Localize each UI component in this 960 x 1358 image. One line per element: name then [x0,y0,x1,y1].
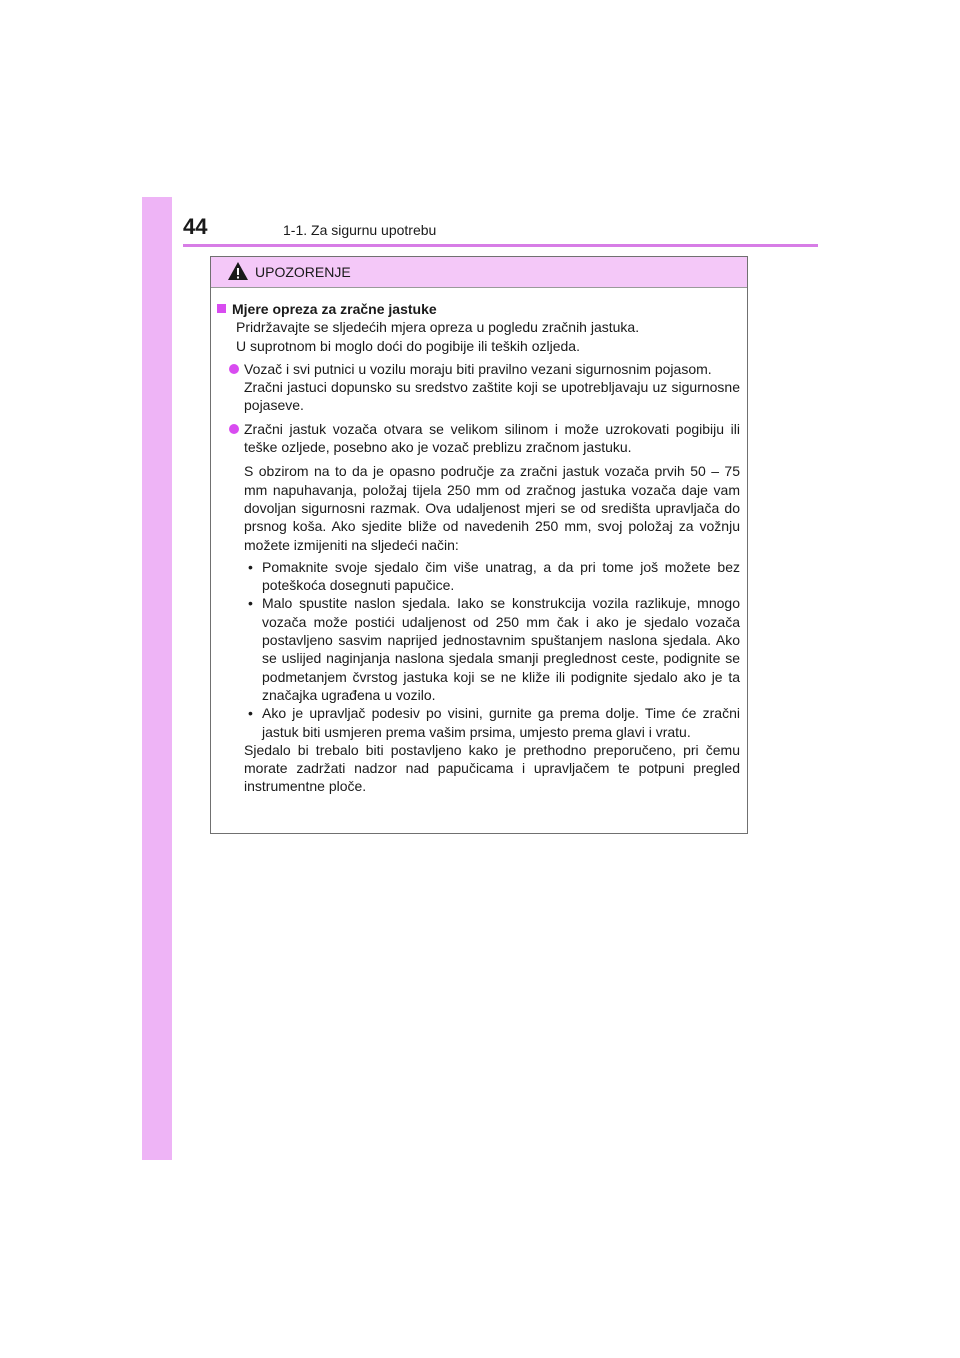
sub-list-text: Malo spustite naslon sjedala. Iako se konstrukcija vozila razlikuje, mnogo vozača može postići udaljenost od 250 mm čak i ako je sjedalo vozača postavljeno sasvim naprijed jednostavnim spuštanjem naslona sjedala. Ako se uslijed naginjanja naslona sjedala smanji preglednost ceste, podignite se podmetanjem čvrstog jastuka koji se ne kliže ili podignite sjedalo ako je ta značajka ugrađena u vozilo. [262,595,740,703]
detail-paragraph: S obzirom na to da je opasno područje za zračni jastuk vozača prvih 50 – 75 mm napuhavanja, položaj tijela 250 mm od zračnog jastuka vozača daje vam dovoljan sigurnosni razmak. Ova udaljenost mjeri se od središta upravljača do prsnog koša. Ako sjedite bliže od navedenih 250 mm, svoj položaj za vožnju možete izmijeniti na sljedeći način: [244,463,740,553]
lead-line: U suprotnom bi moglo doći do pogibije ili teških ozljeda. [236,337,580,354]
sub-list-text: Pomaknite svoje sjedalo čim više unatrag, a da pri tome još možete bez poteškoća dosegnuti papučice. [262,558,740,594]
list-item-text: Zračni jastuci dopunsko su sredstvo zaštite koji se upotrebljavaju uz sigurnosne pojaseve. [244,379,740,414]
list-item [216,420,740,457]
warning-triangle-icon [227,261,249,281]
sub-list-marker: • [248,595,253,612]
list-item [216,360,740,415]
warning-heading-text: Mjere opreza za zračne jastuke [232,301,437,317]
side-tab-band [142,197,172,1160]
square-bullet-icon [217,304,226,313]
page-header [183,214,818,248]
sub-list-text: Ako je upravljač podesiv po visini, gurnite ga prema dolje. Time će zračni jastuk biti usmjeren prema vašim prsima, umjesto prema glavi i vratu. [262,705,740,740]
circle-bullet-icon [229,424,239,434]
warning-body [211,288,747,796]
sub-list-item [216,558,740,595]
sub-list-marker: • [248,558,253,575]
lead-line: Pridržavajte se sljedećih mjera opreza u pogledu zračnih jastuka. [236,319,640,336]
warning-heading [216,300,740,318]
header-divider [183,244,818,247]
circle-bullet-icon [229,364,239,374]
closing-paragraph: Sjedalo bi trebalo biti postavljeno kako je prethodno preporučeno, pri čemu morate zadržati nadzor nad papučicama i upravljačem te potpuni pregled instrumentne ploče. [244,741,740,795]
sub-list [216,558,740,741]
sub-list-item [216,594,740,704]
sub-list-marker: • [248,705,253,722]
list-item-text: Zračni jastuk vozača otvara se velikom silinom i može uzrokovati pogibiju ili teške ozljede, posebno ako je vozač preblizu zračnom jastuku. [244,420,740,456]
warning-box [210,256,748,834]
sub-list-item [216,704,740,741]
section-title: 1-1. Za sigurnu upotrebu [283,222,437,238]
list-item-text: Vozač i svi putnici u vozilu moraju biti pravilno vezani sigurnosnim pojasom. [244,360,712,377]
warning-title: UPOZORENJE [255,264,351,280]
page-number: 44 [183,214,208,239]
warning-lead [216,318,740,355]
warning-header [211,257,747,288]
